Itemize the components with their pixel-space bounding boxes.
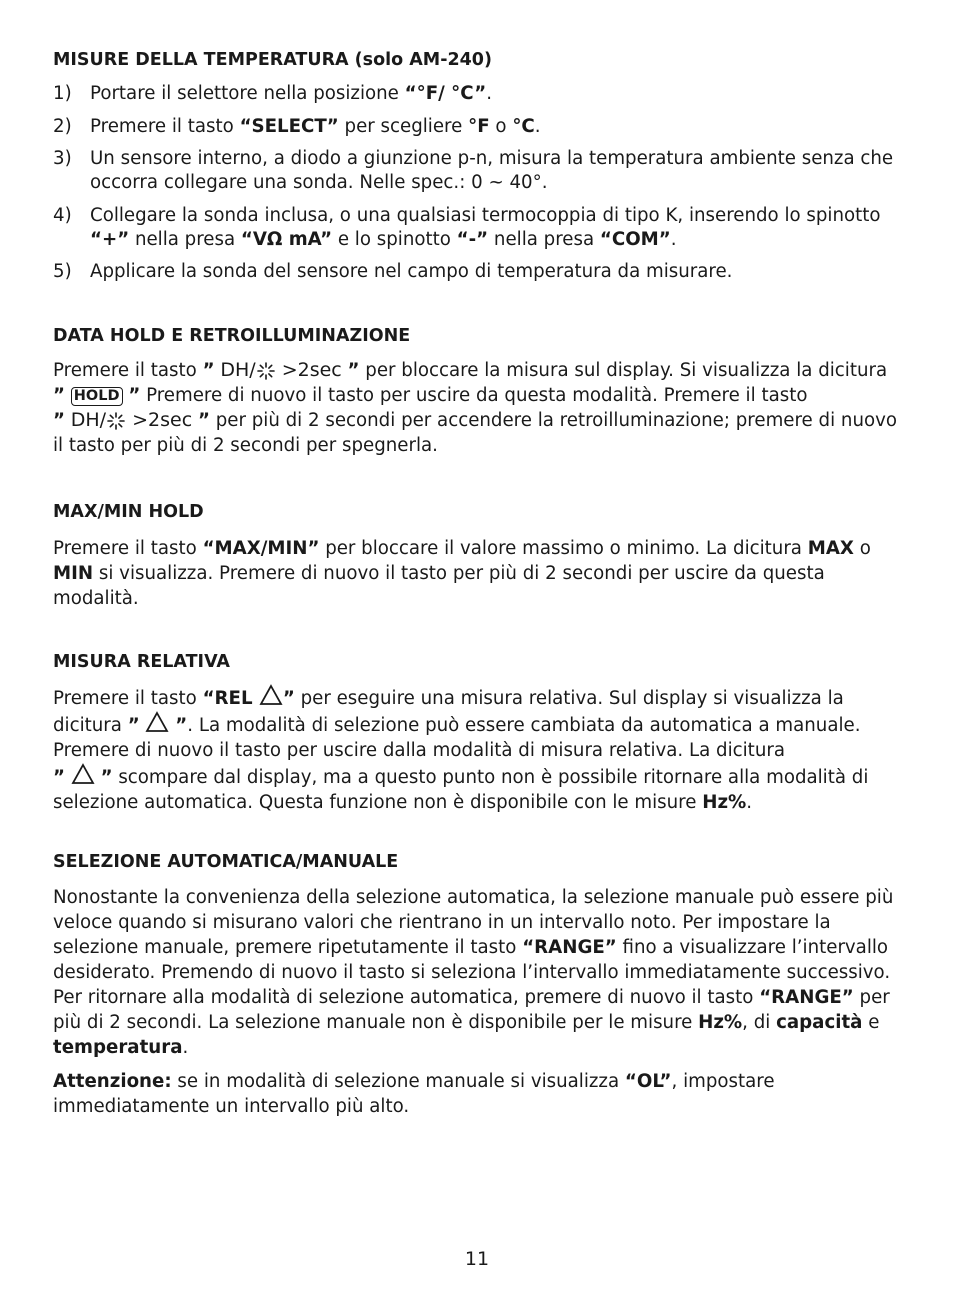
item-text: Collegare la sonda inclusa, o una qualsiasi termocoppia di tipo K, inserendo lo spinotto “+” nella presa “VΩ mA” e lo spinotto “-” nella presa “COM”. [90, 205, 881, 250]
item-number: 2) [53, 116, 72, 137]
backlight-icon [256, 361, 276, 381]
section-title-max-min: MAX/MIN HOLD [53, 502, 204, 522]
item-text: Un sensore interno, a diodo a giunzione p-n, misura la temperatura ambiente senza che occorra collegare una sonda. Nelle spec.: 0 ~ 40°. [90, 148, 894, 193]
paragraph-max-min: Premere il tasto “MAX/MIN” per bloccare il valore massimo o minimo. La dicitura MAX o MIN si visualizza. Premere di nuovo il tasto per più di 2 secondi per uscire da questa modalità. [53, 538, 871, 609]
delta-icon [259, 684, 283, 706]
section-title-relative: MISURA RELATIVA [53, 652, 230, 672]
item-number: 3) [53, 148, 72, 169]
section-title-range: SELEZIONE AUTOMATICA/MANUALE [53, 852, 399, 872]
dh-key-symbol: DH/ >2sec [70, 409, 193, 431]
delta-icon [71, 763, 95, 785]
backlight-icon [106, 411, 126, 431]
item-number: 4) [53, 205, 72, 226]
list-item [53, 82, 901, 106]
list-item [53, 204, 901, 251]
paragraph-relative: Premere il tasto “REL ” per eseguire una misura relativa. Sul display si visualizza la dicitura ” ”. La modalità di selezione può essere cambiata da automatica a manuale. Premere di nuovo il tasto per uscire dalla modalità di misura relativa. La dicitura ” ” scompare dal display, ma a questo punto non è possibile ritornare alla modalità di selezione automatica. Questa funzione non è disponibile con le misure Hz%. [53, 684, 901, 815]
item-number: 1) [53, 83, 72, 104]
item-text: Applicare la sonda del sensore nel campo di temperatura da misurare. [90, 261, 733, 282]
list-item [53, 260, 901, 284]
item-text: Premere il tasto “SELECT” per scegliere °F o °C. [90, 116, 541, 137]
section-title-data-hold: DATA HOLD E RETROILLUMINAZIONE [53, 326, 411, 346]
dh-key-symbol: DH/ >2sec [220, 359, 342, 381]
page-number: 11 [464, 1248, 490, 1270]
list-item [53, 115, 901, 139]
list-item [53, 147, 901, 194]
paragraph-attention: Attenzione: se in modalità di selezione manuale si visualizza “OL”, impostare immediatamente un intervallo più alto. [53, 1071, 775, 1117]
delta-icon [145, 711, 169, 733]
paragraph-data-hold: Premere il tasto ” DH/ >2sec ” per bloccare la misura sul display. Si visualizza la dicitura ” HOLD ” Premere di nuovo il tasto per uscire da questa modalità. Premere il tasto ” DH/ >2sec ” per più di 2 secondi per accendere la retroilluminazione; premere di nuovo il tasto per più di 2 secondi per spegnerla. [53, 359, 897, 456]
section-title-temperature: MISURE DELLA TEMPERATURA (solo AM-240) [53, 50, 492, 70]
item-text: Portare il selettore nella posizione “°F/ °C”. [90, 83, 492, 104]
item-number: 5) [53, 261, 72, 282]
paragraph-range: Nonostante la convenienza della selezione automatica, la selezione manuale può essere più veloce quando si misurano valori che rientrano in un intervallo noto. Per impostare la selezione manuale, premere ripetutamente il tasto “RANGE” fino a visualizzare l’intervallo desiderato. Premendo di nuovo il tasto si seleziona l’intervallo immediatamente successivo. Per ritornare alla modalità di selezione automatica, premere di nuovo il tasto “RANGE” per più di 2 secondi. La selezione manuale non è disponibile per le misure Hz%, di capacità e temperatura. [53, 887, 894, 1058]
hold-indicator-icon: HOLD [71, 387, 123, 406]
